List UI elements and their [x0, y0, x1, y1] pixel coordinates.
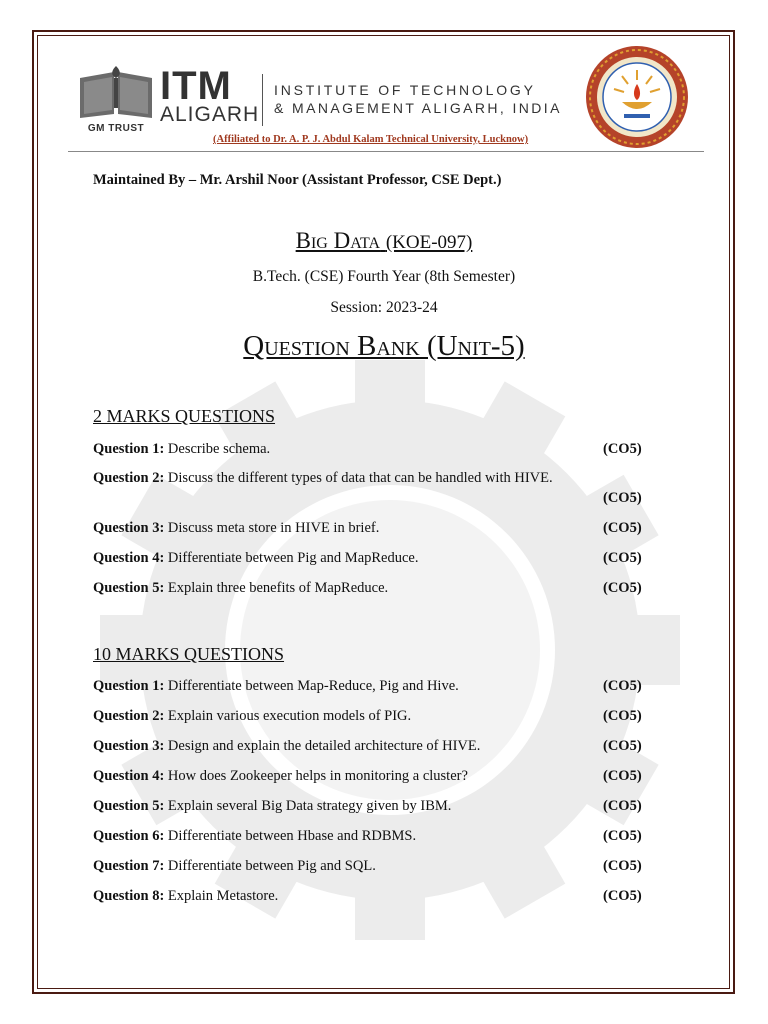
brand-city: ALIGARH [160, 103, 260, 126]
question-label: Question 8: [93, 888, 165, 904]
question-text: Differentiate between Hbase and RDBMS. [167, 828, 417, 844]
question-text: Differentiate between Map-Reduce, Pig and Hive. [167, 678, 459, 694]
section-title-2-marks: 2 MARKS QUESTIONS [93, 406, 276, 426]
question-item [93, 888, 278, 905]
course-outcome: (CO5) [603, 441, 642, 457]
question-text: Explain various execution models of PIG. [167, 708, 412, 724]
question-item [93, 550, 419, 567]
question-text: Describe schema. [167, 441, 271, 457]
course-outcome: (CO5) [603, 888, 642, 904]
program-line: B.Tech. (CSE) Fourth Year (8th Semester) [252, 268, 516, 285]
book-torch-icon [76, 64, 156, 122]
logo-caption: GM TRUST [87, 123, 145, 134]
brand-name: ITM [160, 64, 232, 108]
gm-trust-logo [76, 64, 156, 134]
question-item [93, 708, 411, 725]
question-item [93, 520, 379, 537]
header-rule [68, 151, 704, 152]
question-text: How does Zookeeper helps in monitoring a cluster? [167, 768, 468, 784]
header-divider [262, 74, 263, 126]
question-label: Question 5: [93, 580, 165, 596]
question-item [93, 678, 459, 695]
question-label: Question 4: [93, 768, 165, 784]
course-outcome: (CO5) [603, 738, 642, 754]
institute-name-line1: INSTITUTE OF TECHNOLOGY [274, 82, 536, 98]
question-label: Question 3: [93, 738, 165, 754]
question-label: Question 7: [93, 858, 165, 874]
course-outcome: (CO5) [603, 798, 642, 814]
question-text: Explain several Big Data strategy given by IBM. [167, 798, 452, 814]
course-title [0, 228, 768, 254]
course-outcome: (CO5) [603, 520, 642, 536]
affiliation-note: (Affiliated to Dr. A. P. J. Abdul Kalam Technical University, Lucknow) [213, 134, 529, 145]
question-label: Question 2: [93, 470, 165, 486]
session-line: Session: 2023-24 [330, 299, 438, 316]
course-outcome: (CO5) [603, 490, 642, 506]
question-item [93, 768, 468, 785]
question-text: Differentiate between Pig and SQL. [167, 858, 376, 874]
course-name: Big Data [295, 228, 381, 253]
university-seal-icon [584, 44, 690, 150]
question-text: Design and explain the detailed architecture of HIVE. [167, 738, 481, 754]
question-item [93, 441, 270, 458]
document-title: Question Bank (Unit-5) [243, 330, 525, 362]
course-outcome: (CO5) [603, 768, 642, 784]
section-title-10-marks: 10 MARKS QUESTIONS [93, 644, 285, 664]
question-label: Question 5: [93, 798, 165, 814]
question-text: Discuss meta store in HIVE in brief. [167, 520, 380, 536]
question-text: Explain three benefits of MapReduce. [167, 580, 389, 596]
question-label: Question 1: [93, 678, 165, 694]
question-item [93, 798, 451, 815]
course-outcome: (CO5) [603, 678, 642, 694]
question-label: Question 3: [93, 520, 165, 536]
question-item [93, 858, 376, 875]
course-outcome: (CO5) [603, 828, 642, 844]
question-item [93, 828, 416, 845]
maintained-by: Maintained By – Mr. Arshil Noor (Assistant Professor, CSE Dept.) [93, 172, 502, 188]
course-outcome: (CO5) [603, 858, 642, 874]
institute-name-line2: & MANAGEMENT ALIGARH, INDIA [274, 100, 562, 116]
question-text: Discuss the different types of data that can be handled with HIVE. [167, 470, 553, 486]
question-item [93, 580, 388, 597]
course-outcome: (CO5) [603, 550, 642, 566]
question-item [93, 470, 553, 487]
course-outcome: (CO5) [603, 708, 642, 724]
question-label: Question 6: [93, 828, 165, 844]
course-outcome: (CO5) [603, 580, 642, 596]
question-label: Question 1: [93, 441, 165, 457]
question-item [93, 738, 480, 755]
question-label: Question 2: [93, 708, 165, 724]
question-text: Explain Metastore. [167, 888, 279, 904]
question-label: Question 4: [93, 550, 165, 566]
question-text: Differentiate between Pig and MapReduce. [167, 550, 419, 566]
course-code: (KOE-097) [385, 232, 473, 253]
